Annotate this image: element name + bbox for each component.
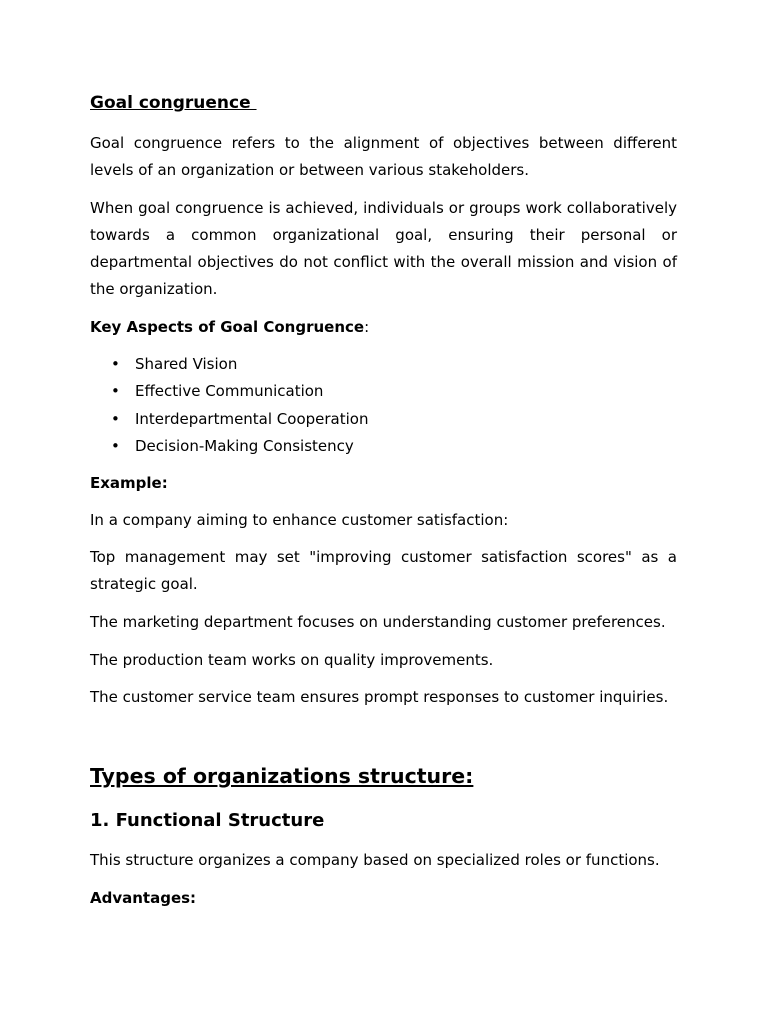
- functional-structure-description: This structure organizes a company based on specialized roles or functions.: [90, 851, 660, 869]
- section-title-goal-congruence: Goal congruence: [90, 93, 257, 113]
- bullet-icon: •: [111, 409, 120, 428]
- list-item: [90, 378, 677, 405]
- example-point-customer-service: The customer service team ensures prompt responses to customer inquiries.: [90, 688, 669, 706]
- example-point-production: The production team works on quality improvements.: [90, 651, 494, 669]
- bullet-icon: •: [111, 436, 120, 455]
- subheading-functional-structure: 1. Functional Structure: [90, 810, 325, 831]
- key-aspects-heading: [90, 314, 677, 341]
- list-item: [90, 351, 677, 378]
- key-aspects-colon: :: [364, 318, 370, 336]
- list-item-label: Interdepartmental Cooperation: [135, 409, 369, 428]
- paragraph-definition: Goal congruence refers to the alignment of objectives between different levels of an organization or between various stakeholders.: [90, 134, 677, 179]
- list-item: [90, 406, 677, 433]
- example-point-marketing: The marketing department focuses on understanding customer preferences.: [90, 613, 666, 631]
- section-title-organization-structure: Types of organizations structure:: [90, 764, 474, 788]
- bullet-icon: •: [111, 382, 120, 401]
- list-item-label: Shared Vision: [135, 355, 238, 373]
- advantages-heading: Advantages:: [90, 889, 197, 907]
- example-point-top-management: Top management may set "improving customer satisfaction scores" as a strategic goal.: [90, 548, 677, 593]
- key-aspects-list: [90, 351, 677, 460]
- bullet-icon: •: [111, 355, 120, 373]
- list-item: [90, 433, 677, 460]
- paragraph-achievement: When goal congruence is achieved, individuals or groups work collaboratively towards a common organizational goal, ensuring their personal or departmental objectives do not conflict with the overall mission and vision of the organization.: [90, 199, 677, 298]
- list-item-label: Effective Communication: [135, 382, 324, 401]
- key-aspects-heading-text: Key Aspects of Goal Congruence: [90, 318, 365, 336]
- example-intro: In a company aiming to enhance customer satisfaction:: [90, 511, 509, 529]
- list-item-label: Decision-Making Consistency: [135, 436, 354, 455]
- example-heading: Example:: [90, 474, 168, 492]
